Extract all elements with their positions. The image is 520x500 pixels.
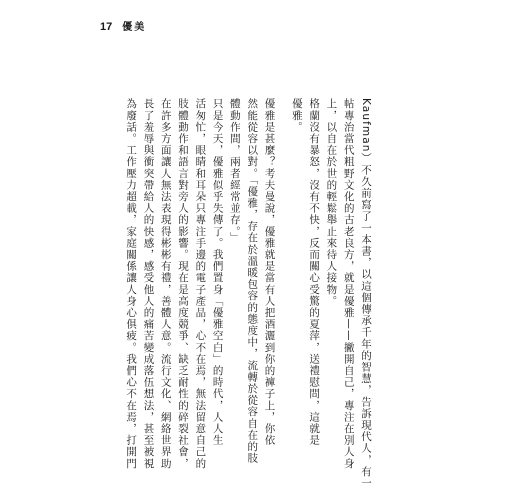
text-column: 只是今天，優雅似乎失傳了。我們置身「優雅空白」的時代，人人生 <box>211 98 224 446</box>
running-title: 優美 <box>122 22 147 33</box>
text-column: 肢體動作和語言對旁人的影響。現在是高度競爭、缺乏耐性的碎裂社會， <box>177 98 190 470</box>
text-column: 上，以自在於世的輕鬆舉止來待人接物。 <box>325 98 338 307</box>
text-column: 優雅是甚麼？考夫曼說，優雅就是當有人把酒灑到你的褲子上，你依 <box>263 98 276 446</box>
text-column: 優雅。 <box>290 98 303 133</box>
text-column: 帖專治當代粗野文化的古老良方，就是優雅——撇開自己，專注在別人身 <box>342 98 355 470</box>
text-column: Kaufman）不久前寫了一本書，以這個傳承千年的智慧，告訴現代人，有一 <box>360 98 372 489</box>
text-column: 長了羞辱與衝突帶給人的快感，感受他人的痛苦變成落伍想法，甚至被視 <box>142 98 155 470</box>
text-column: 格蘭沒有暴怒，沒有不快，反而關心受驚的夏萍，送禮慰問，這就是 <box>308 98 321 446</box>
text-column: 在許多方面讓人無法表現得彬彬有禮，善體人意。流行文化、網絡世界助 <box>159 98 172 470</box>
page-number: 17 <box>100 21 113 33</box>
page-header <box>100 18 146 33</box>
paragraph-gap <box>278 98 288 474</box>
body-text <box>98 98 374 489</box>
text-column: 活匆忙，眼睛和耳朵只專注手邊的電子產品，心不在焉，無法留意自己的 <box>194 98 207 470</box>
text-column: 為廢話。工作壓力超載，家庭關係讓人身心俱疲。我們心不在焉，打開門 <box>125 98 138 470</box>
text-column: 體動作間，兩者經常並存。」 <box>228 98 241 244</box>
text-column: 然能從容以對。「優雅，存在於溫暖包容的態度中，流轉於從容自在的肢 <box>246 98 259 464</box>
